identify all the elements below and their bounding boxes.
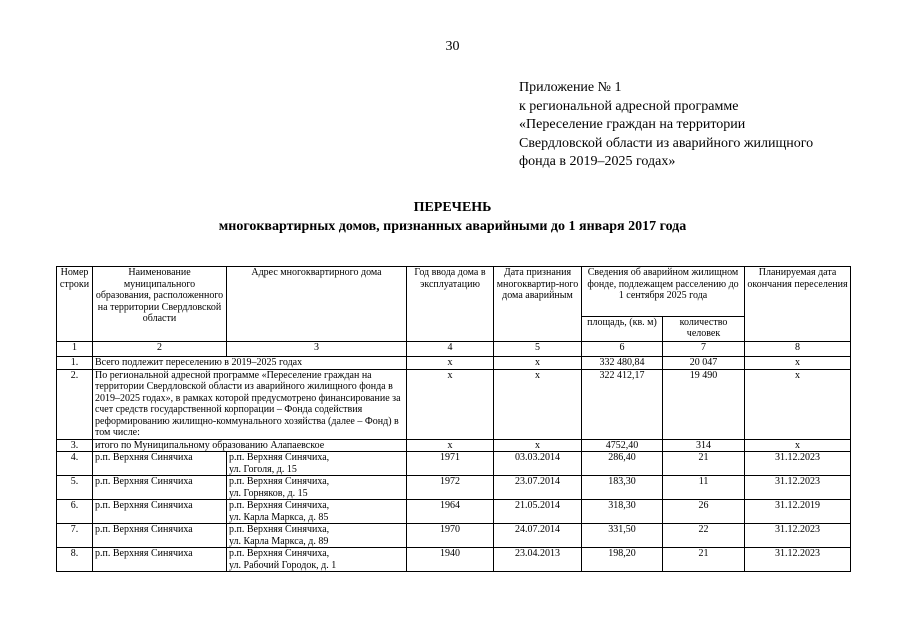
header-year-built: Год ввода дома в эксплуатацию xyxy=(407,267,494,342)
header-row xyxy=(57,267,851,317)
address-line-1: р.п. Верхняя Синячиха, xyxy=(229,548,330,559)
column-numbers-row xyxy=(57,342,851,357)
appendix-note xyxy=(519,79,899,172)
area-cell: 198,20 xyxy=(582,548,663,572)
people-cell: 26 xyxy=(663,500,745,524)
people-cell: 11 xyxy=(663,476,745,500)
header-fund-info: Сведения об аварийном жилищном фонде, подлежащем расселению до 1 сентября 2025 года xyxy=(582,267,745,317)
address-cell xyxy=(227,548,407,572)
address-line-2: ул. Карла Маркса, д. 89 xyxy=(229,535,329,547)
address-line-2: ул. Рабочий Городок, д. 1 xyxy=(229,559,337,571)
people-cell: 19 490 xyxy=(663,369,745,439)
area-cell: 286,40 xyxy=(582,452,663,476)
title-line-2: многоквартирных домов, признанных аварийными до 1 января 2017 года xyxy=(218,218,687,234)
address-line-2: ул. Карла Маркса, д. 85 xyxy=(229,511,329,523)
year-cell: 1970 xyxy=(407,524,494,548)
header-address: Адрес многоквартирного дома xyxy=(227,267,407,342)
year-cell: 1940 xyxy=(407,548,494,572)
planned-cell: 31.12.2023 xyxy=(745,452,851,476)
planned-cell: 31.12.2023 xyxy=(745,548,851,572)
column-number: 8 xyxy=(745,342,851,357)
date-cell: 24.07.2014 xyxy=(494,524,582,548)
year-cell: 1972 xyxy=(407,476,494,500)
address-cell xyxy=(227,500,407,524)
row-number: 4. xyxy=(57,452,93,476)
address-line-1: р.п. Верхняя Синячиха, xyxy=(229,500,330,511)
row-number: 3. xyxy=(57,439,93,452)
date-cell: 03.03.2014 xyxy=(494,452,582,476)
address-line-1: р.п. Верхняя Синячиха, xyxy=(229,524,330,535)
address-line-1: р.п. Верхняя Синячиха, xyxy=(229,452,330,463)
people-cell: 21 xyxy=(663,548,745,572)
header-planned-date: Планируемая дата окончания переселения xyxy=(745,267,851,342)
year-cell: 1971 xyxy=(407,452,494,476)
address-cell xyxy=(227,452,407,476)
appendix-line: «Переселение граждан на территории xyxy=(519,117,746,132)
summary-text: По региональной адресной программе «Переселение граждан на территории Свердловской области из аварийного жилищного фонда в 2019–2025 годах», в рамках которой предусмотрено финансирование за счет средств государственной корпорации – Фонда содействия реформированию жилищно-коммунального хозяйства (далее – Фонд) в том числе: xyxy=(93,369,407,439)
column-number: 6 xyxy=(582,342,663,357)
row-number: 5. xyxy=(57,476,93,500)
column-number: 4 xyxy=(407,342,494,357)
address-line-1: р.п. Верхняя Синячиха, xyxy=(229,476,330,487)
table-row xyxy=(57,452,851,476)
address-line-2: ул. Гоголя, д. 15 xyxy=(229,463,297,475)
column-number: 5 xyxy=(494,342,582,357)
appendix-line: к региональной адресной программе xyxy=(519,98,739,114)
column-number: 2 xyxy=(93,342,227,357)
header-area: площадь, (кв. м) xyxy=(582,316,663,341)
municipality-cell: р.п. Верхняя Синячиха xyxy=(93,452,227,476)
municipality-cell: р.п. Верхняя Синячиха xyxy=(93,500,227,524)
planned-cell: 31.12.2019 xyxy=(745,500,851,524)
year-cell: х xyxy=(407,369,494,439)
area-cell: 331,50 xyxy=(582,524,663,548)
year-cell: х xyxy=(407,357,494,370)
planned-cell: х xyxy=(745,439,851,452)
area-cell: 322 412,17 xyxy=(582,369,663,439)
row-number: 6. xyxy=(57,500,93,524)
table-row xyxy=(57,524,851,548)
buildings-table xyxy=(56,266,851,572)
people-cell: 22 xyxy=(663,524,745,548)
header-row-no: Номер строки xyxy=(57,267,93,342)
date-cell: х xyxy=(494,357,582,370)
planned-cell: 31.12.2023 xyxy=(745,476,851,500)
summary-text: итого по Муниципальному образованию Алапаевское xyxy=(93,439,407,452)
summary-text: Всего подлежит переселению в 2019–2025 годах xyxy=(93,357,407,370)
document-title xyxy=(0,199,905,236)
title-line-1: ПЕРЕЧЕНЬ xyxy=(413,200,492,215)
summary-row xyxy=(57,357,851,370)
planned-cell: 31.12.2023 xyxy=(745,524,851,548)
column-number: 7 xyxy=(663,342,745,357)
area-cell: 4752,40 xyxy=(582,439,663,452)
address-line-2: ул. Горняков, д. 15 xyxy=(229,487,308,499)
date-cell: 21.05.2014 xyxy=(494,500,582,524)
column-number: 1 xyxy=(57,342,93,357)
people-cell: 20 047 xyxy=(663,357,745,370)
appendix-line: Свердловской области из аварийного жилищного xyxy=(519,135,814,151)
appendix-line: Приложение № 1 xyxy=(519,80,622,95)
people-cell: 21 xyxy=(663,452,745,476)
area-cell: 318,30 xyxy=(582,500,663,524)
appendix-line: фонда в 2019–2025 годах» xyxy=(519,154,676,169)
column-number: 3 xyxy=(227,342,407,357)
date-cell: 23.07.2014 xyxy=(494,476,582,500)
summary-row xyxy=(57,439,851,452)
header-people: количество человек xyxy=(663,316,745,341)
table-row xyxy=(57,548,851,572)
planned-cell: х xyxy=(745,357,851,370)
municipality-cell: р.п. Верхняя Синячиха xyxy=(93,476,227,500)
table-row xyxy=(57,476,851,500)
date-cell: 23.04.2013 xyxy=(494,548,582,572)
municipality-cell: р.п. Верхняя Синячиха xyxy=(93,548,227,572)
date-cell: х xyxy=(494,439,582,452)
municipality-cell: р.п. Верхняя Синячиха xyxy=(93,524,227,548)
area-cell: 183,30 xyxy=(582,476,663,500)
date-cell: х xyxy=(494,369,582,439)
row-number: 2. xyxy=(57,369,93,439)
planned-cell: х xyxy=(745,369,851,439)
area-cell: 332 480,84 xyxy=(582,357,663,370)
summary-row xyxy=(57,369,851,439)
year-cell: х xyxy=(407,439,494,452)
address-cell xyxy=(227,476,407,500)
row-number: 7. xyxy=(57,524,93,548)
header-date-declared: Дата признания многоквартир-ного дома аварийным xyxy=(494,267,582,342)
people-cell: 314 xyxy=(663,439,745,452)
page-number: 30 xyxy=(445,39,460,54)
year-cell: 1964 xyxy=(407,500,494,524)
address-cell xyxy=(227,524,407,548)
header-municipality: Наименование муниципального образования, расположенного на территории Свердловской области xyxy=(93,267,227,342)
row-number: 1. xyxy=(57,357,93,370)
table-row xyxy=(57,500,851,524)
row-number: 8. xyxy=(57,548,93,572)
